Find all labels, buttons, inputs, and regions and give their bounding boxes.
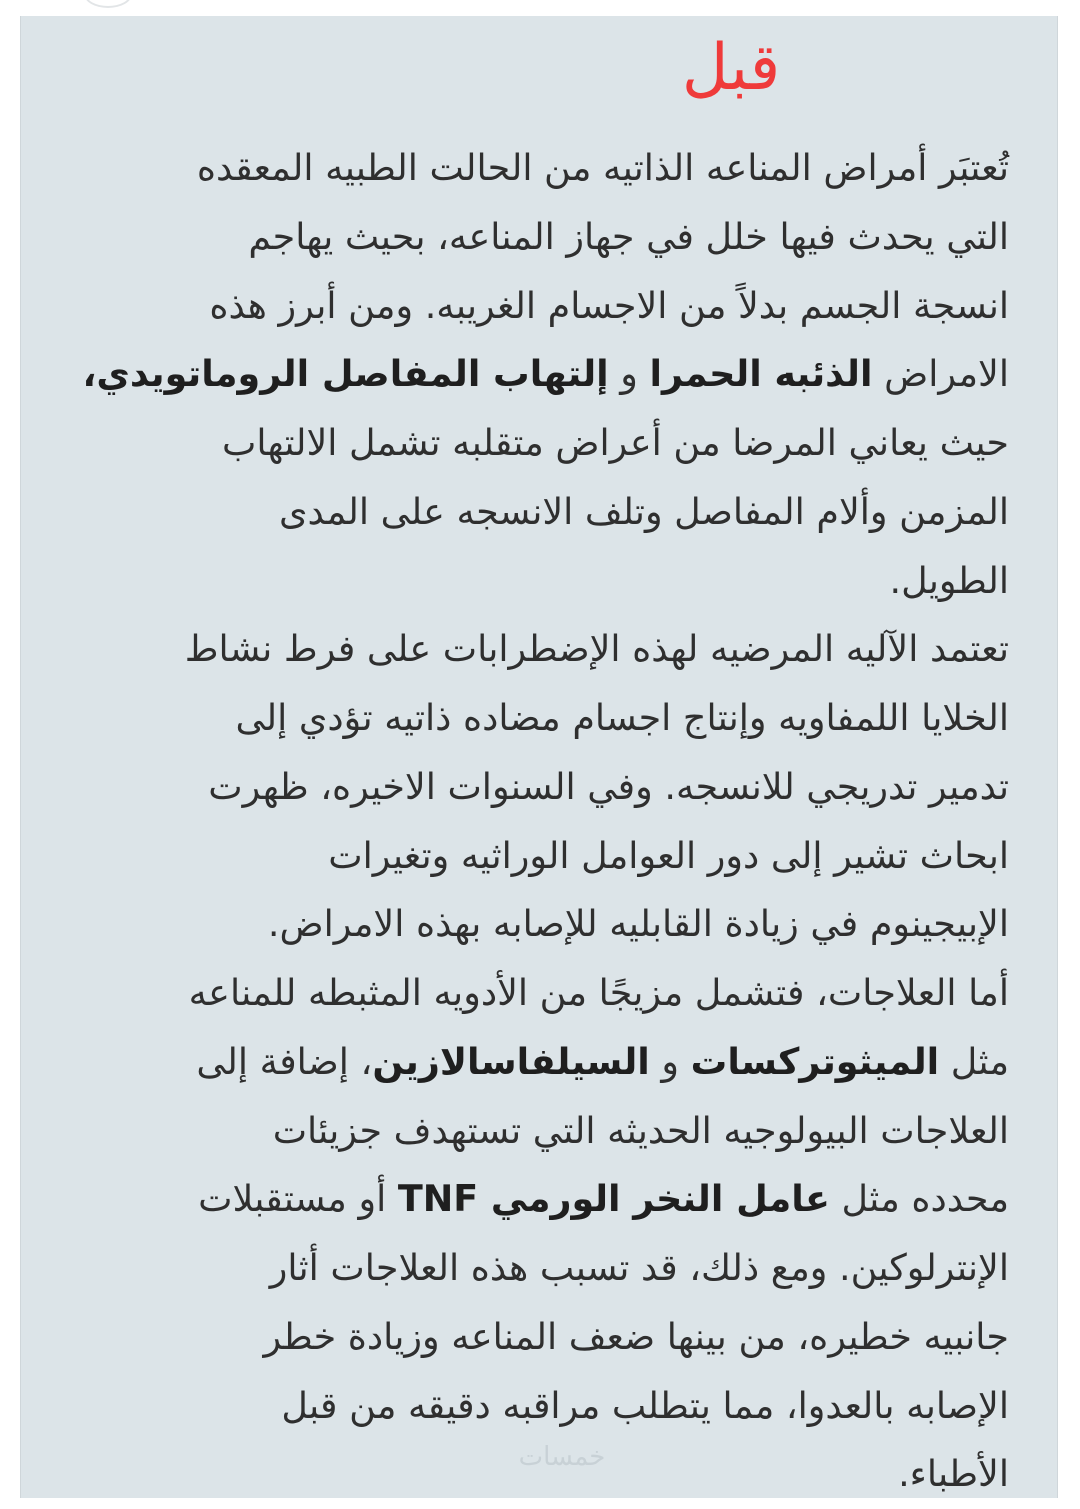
watermark-logo: خمسات xyxy=(518,1442,606,1472)
drug-sulfasalazine: السيلفاسالازين xyxy=(372,1039,650,1083)
text-line: أما العلاجات، فتشمل مزيجًا من الأدويه المثبطه للمناعه xyxy=(188,971,1009,1014)
text-line: التي يحدث فيها خلل في جهاز المناعه، بحيث يهاجم xyxy=(248,214,1009,258)
drug-tnf: عامل النخر الورمي TNF xyxy=(397,1177,830,1221)
before-label: قبل xyxy=(681,31,781,105)
text-line: الامراض الذئبه الحمرا و إلتهاب المفاصل الروماتويدي، xyxy=(82,352,1009,396)
text-line: الطويل. xyxy=(889,558,1009,602)
text-line: العلاجات البيولوجيه الحديثه التي تستهدف جزيئات xyxy=(272,1108,1009,1152)
top-handle xyxy=(84,0,132,8)
text-line: تعتمد الآليه المرضيه لهذه الإضطرابات على فرط نشاط xyxy=(184,627,1009,671)
drug-methotrexate: الميثوتركسات xyxy=(690,1039,940,1083)
disease-lupus: الذئبه الحمرا xyxy=(649,352,873,396)
text-line: الإصابه بالعدوا، مما يتطلب مراقبه دقيقه من قبل xyxy=(281,1383,1009,1427)
text-line: جانبيه خطيره، من بينها ضعف المناعه وزيادة خطر xyxy=(263,1314,1009,1358)
text-line: الأطباء. xyxy=(898,1452,1009,1496)
text-line: حيث يعاني المرضا من أعراض متقلبه تشمل الالتهاب xyxy=(222,421,1009,464)
text-line: مثل الميثوتركسات و السيلفاسالازين، إضافة إلى xyxy=(196,1039,1009,1083)
text-line: الإنترلوكين. ومع ذلك، قد تسبب هذه العلاجات أثار xyxy=(269,1246,1009,1289)
text-line: محدده مثل عامل النخر الورمي TNF أو مستقبلات xyxy=(198,1177,1009,1221)
article-text xyxy=(29,134,1009,1509)
text-line: انسجة الجسم بدلاً من الاجسام الغريبه. ومن أبرز هذه xyxy=(209,283,1009,327)
text-line: ابحاث تشير إلى دور العوامل الوراثيه وتغيرات xyxy=(328,833,1009,877)
disease-rheumatoid-arthritis: إلتهاب المفاصل الروماتويدي xyxy=(96,352,609,396)
text-line: تُعتبَر أمراض المناعه الذاتيه من الحالت الطبيه المعقده xyxy=(196,146,1009,189)
text-line: المزمن وألام المفاصل وتلف الانسجه على المدى xyxy=(278,489,1009,533)
text-line: تدمير تدريجي للانسجه. وفي السنوات الاخيره، ظهرت xyxy=(208,764,1009,808)
text-line: الخلايا اللمفاويه وإنتاج اجسام مضاده ذاتيه تؤدي إلى xyxy=(235,696,1009,739)
text-line: الإبيجينوم في زيادة القابليه للإصابه بهذه الامراض. xyxy=(267,902,1009,946)
content-card xyxy=(20,16,1058,1498)
top-bar xyxy=(0,0,1080,16)
